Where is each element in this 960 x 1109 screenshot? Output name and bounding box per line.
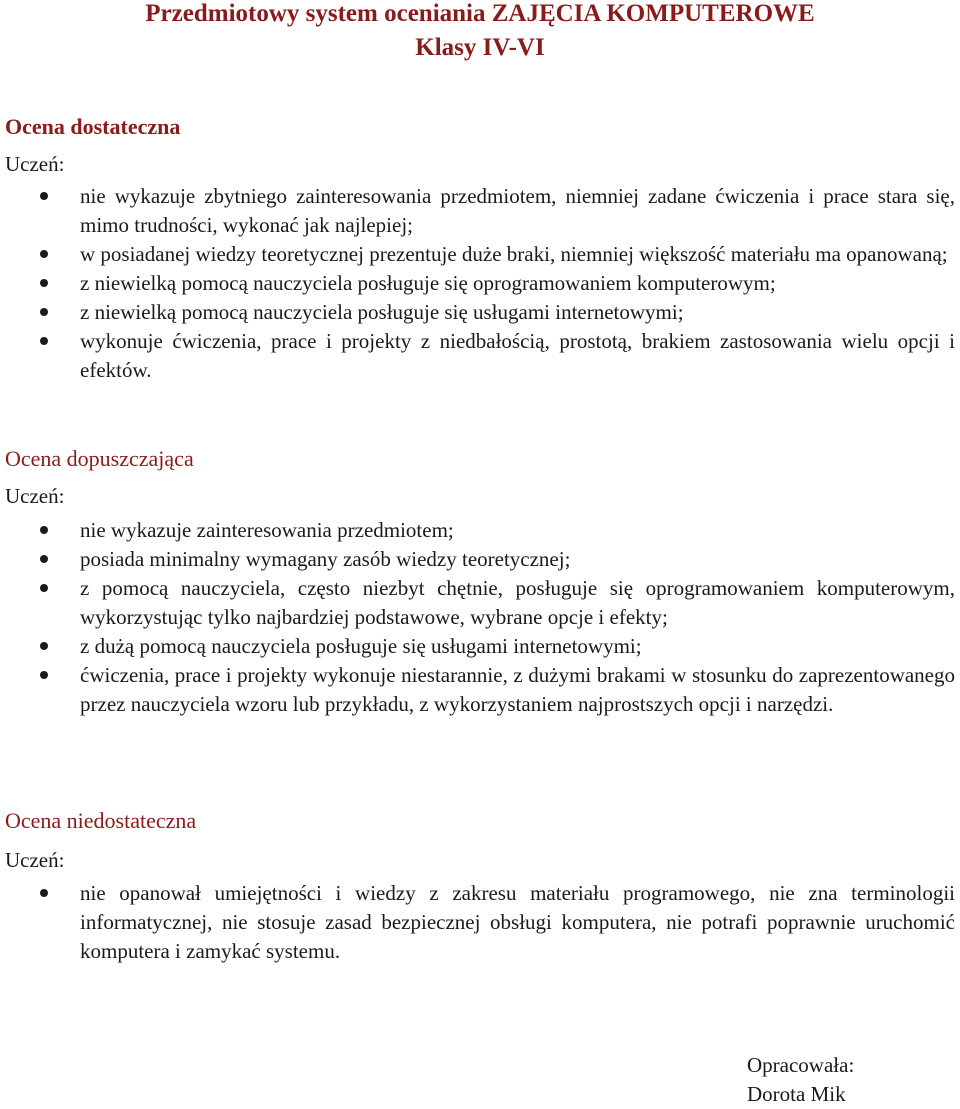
bullet-icon	[40, 584, 48, 592]
list-item: nie opanował umiejętności i wiedzy z zakresu materiału programowego, nie zna terminologii informatycznej, nie stosuje zasad bezpiecznej obsługi komputera, nie potrafi poprawnie uruchomić komputera i zamykać systemu.	[0, 879, 960, 966]
criteria-list-niedostateczna	[0, 879, 960, 966]
title-line-1: Przedmiotowy system oceniania ZAJĘCIA KOMPUTEROWE	[145, 0, 815, 27]
bullet-icon	[40, 642, 48, 650]
document-subtitle	[0, 31, 960, 64]
bullet-icon	[40, 555, 48, 563]
list-item: z pomocą nauczyciela, często niezbyt chętnie, posługuje się oprogramowaniem komputerowym, wykorzystując tylko najbardziej podstawowe, wybrane opcje i efekty;	[0, 574, 960, 632]
criteria-list-dopuszczajaca	[0, 516, 960, 719]
bullet-icon	[40, 526, 48, 534]
signature-block	[747, 1051, 854, 1109]
bullet-icon	[40, 279, 48, 287]
bullet-icon	[40, 250, 48, 258]
student-label: Uczeń:	[5, 484, 65, 508]
list-item: w posiadanej wiedzy teoretycznej prezentuje duże braki, niemniej większość materiału ma opanowaną;	[0, 240, 960, 269]
list-item: z niewielką pomocą nauczyciela posługuje się oprogramowaniem komputerowym;	[0, 269, 960, 298]
list-item: wykonuje ćwiczenia, prace i projekty z niedbałością, prostotą, brakiem zastosowania wielu opcji i efektów.	[0, 327, 960, 385]
bullet-icon	[40, 889, 48, 897]
bullet-icon	[40, 308, 48, 316]
section-heading-niedostateczna: Ocena niedostateczna	[5, 808, 197, 833]
criteria-list-dostateczna	[0, 182, 960, 385]
list-item: nie wykazuje zbytniego zainteresowania przedmiotem, niemniej zadane ćwiczenia i prace stara się, mimo trudności, wykonać jak najlepiej;	[0, 182, 960, 240]
bullet-icon	[40, 192, 48, 200]
section-heading-dopuszczajaca: Ocena dopuszczająca	[5, 446, 194, 471]
student-label: Uczeń:	[5, 848, 65, 872]
title-line-2: Klasy IV-VI	[415, 34, 545, 61]
list-item: posiada minimalny wymagany zasób wiedzy teoretycznej;	[0, 545, 960, 574]
list-item: z niewielką pomocą nauczyciela posługuje się usługami internetowymi;	[0, 298, 960, 327]
signature-label: Opracowała:	[747, 1053, 855, 1077]
document-title	[0, 0, 960, 30]
student-label: Uczeń:	[5, 152, 65, 176]
list-item: nie wykazuje zainteresowania przedmiotem;	[0, 516, 960, 545]
signature-name: Dorota Mik	[747, 1082, 846, 1106]
list-item: ćwiczenia, prace i projekty wykonuje niestarannie, z dużymi brakami w stosunku do zaprezentowanego przez nauczyciela wzoru lub przykładu, z wykorzystaniem najprostszych opcji i narzędzi.	[0, 661, 960, 719]
bullet-icon	[40, 671, 48, 679]
bullet-icon	[40, 337, 48, 345]
section-heading-dostateczna: Ocena dostateczna	[5, 114, 181, 139]
list-item: z dużą pomocą nauczyciela posługuje się usługami internetowymi;	[0, 632, 960, 661]
